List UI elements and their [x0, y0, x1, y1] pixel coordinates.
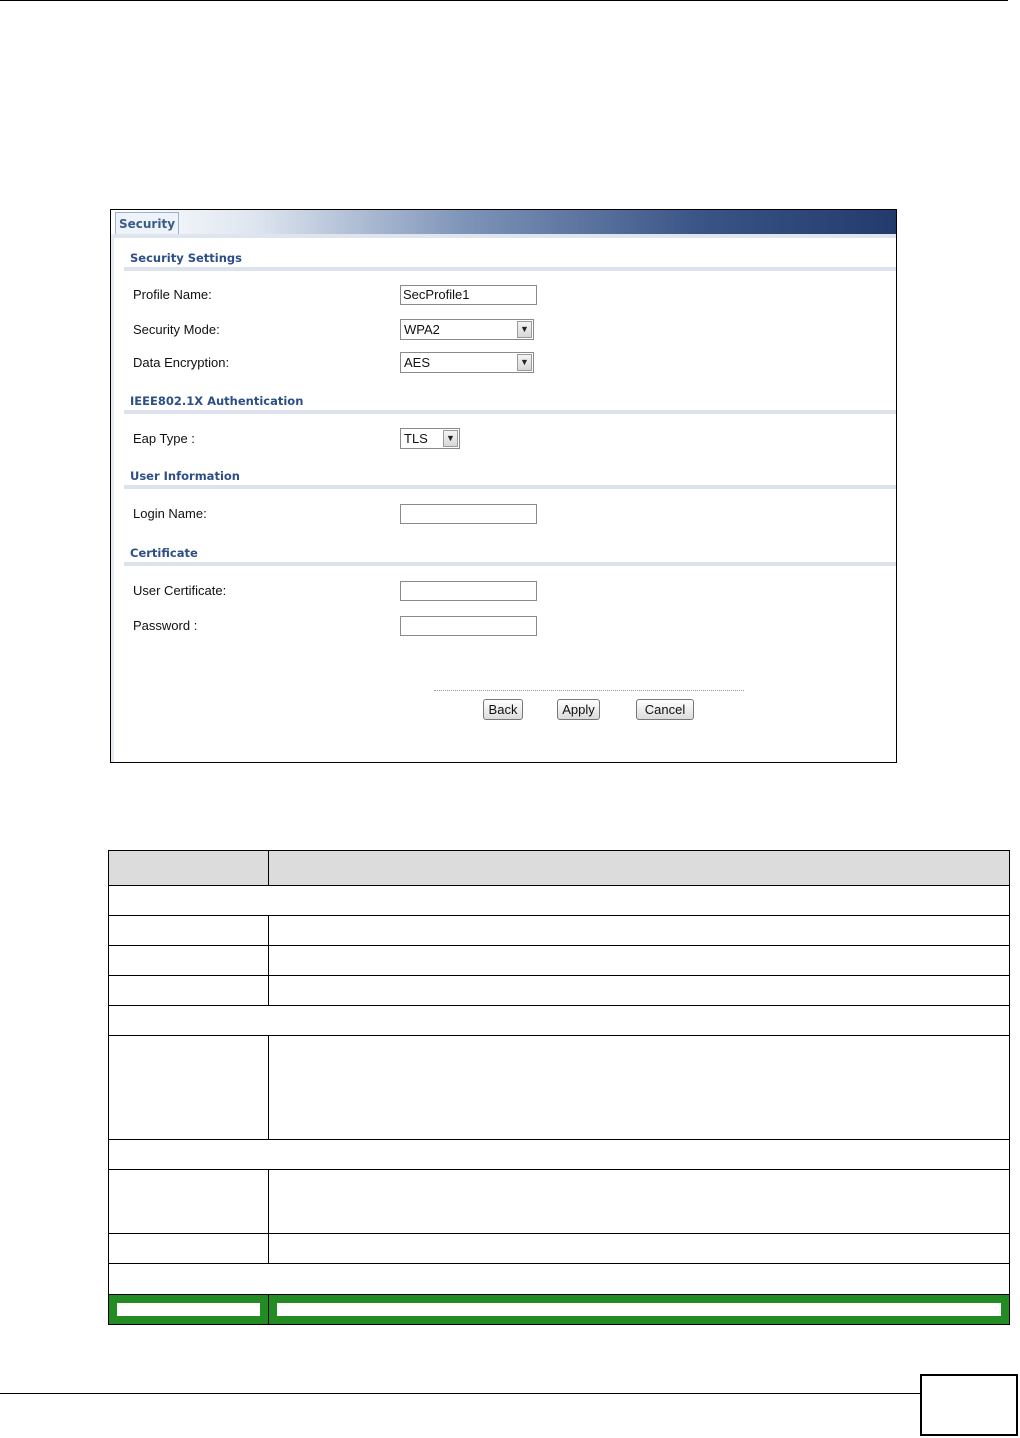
- data-encryption-select[interactable]: [400, 352, 534, 373]
- security-mode-label: Security Mode:: [133, 322, 220, 337]
- cancel-button[interactable]: Cancel: [636, 699, 694, 720]
- description-table: [108, 850, 1010, 1325]
- table-row: [108, 975, 1010, 976]
- login-name-label: Login Name:: [133, 506, 207, 521]
- top-rule: [0, 0, 1008, 1]
- eap-type-select[interactable]: [400, 428, 460, 449]
- table-row: [108, 885, 1010, 886]
- data-encryption-label: Data Encryption:: [133, 355, 230, 370]
- section-title-ieee8021x: IEEE802.1X Authentication: [130, 394, 304, 408]
- profile-name-label: Profile Name:: [133, 287, 212, 302]
- table-row: [108, 945, 1010, 946]
- chevron-down-icon[interactable]: ▼: [517, 321, 532, 338]
- user-certificate-input[interactable]: [400, 581, 537, 601]
- user-certificate-label: User Certificate:: [133, 583, 227, 598]
- panel-header: [111, 210, 896, 234]
- page-number-box: [920, 1374, 1018, 1436]
- data-encryption-value: AES: [404, 355, 431, 370]
- table-row: [108, 1294, 1010, 1295]
- table-row: [108, 1005, 1010, 1006]
- column-divider: [268, 916, 269, 1006]
- login-name-input[interactable]: [400, 504, 537, 524]
- section-divider: [124, 410, 896, 414]
- column-divider: [268, 1170, 269, 1264]
- tab-security[interactable]: Security: [115, 212, 179, 234]
- section-divider: [124, 267, 896, 271]
- apply-button[interactable]: Apply: [557, 699, 600, 720]
- eap-type-label: Eap Type :: [133, 431, 195, 446]
- profile-name-input[interactable]: SecProfile1: [400, 285, 537, 305]
- table-row: [108, 1233, 1010, 1234]
- header-divider: [111, 234, 896, 238]
- security-mode-value: WPA2: [404, 322, 440, 337]
- security-mode-select[interactable]: [400, 319, 534, 340]
- footer-rule: [0, 1393, 920, 1394]
- column-divider: [268, 1036, 269, 1140]
- password-label: Password :: [133, 618, 198, 633]
- chevron-down-icon[interactable]: ▼: [443, 430, 458, 447]
- chevron-down-icon[interactable]: ▼: [517, 354, 532, 371]
- column-divider: [268, 1295, 269, 1324]
- left-border-strip: [111, 234, 114, 763]
- table-row: [108, 1035, 1010, 1036]
- table-row: [108, 1263, 1010, 1264]
- section-title-security-settings: Security Settings: [130, 251, 242, 265]
- section-divider: [124, 485, 896, 489]
- section-divider: [124, 562, 896, 566]
- section-title-user-information: User Information: [130, 469, 240, 483]
- button-divider: [434, 690, 744, 691]
- password-input[interactable]: [400, 616, 537, 636]
- back-button[interactable]: Back: [483, 699, 523, 720]
- table-row: [108, 1169, 1010, 1170]
- column-divider: [268, 851, 269, 886]
- security-screen: [110, 209, 897, 763]
- table-row: [108, 1139, 1010, 1140]
- table-row: [108, 915, 1010, 916]
- eap-type-value: TLS: [404, 431, 428, 446]
- section-title-certificate: Certificate: [130, 546, 198, 560]
